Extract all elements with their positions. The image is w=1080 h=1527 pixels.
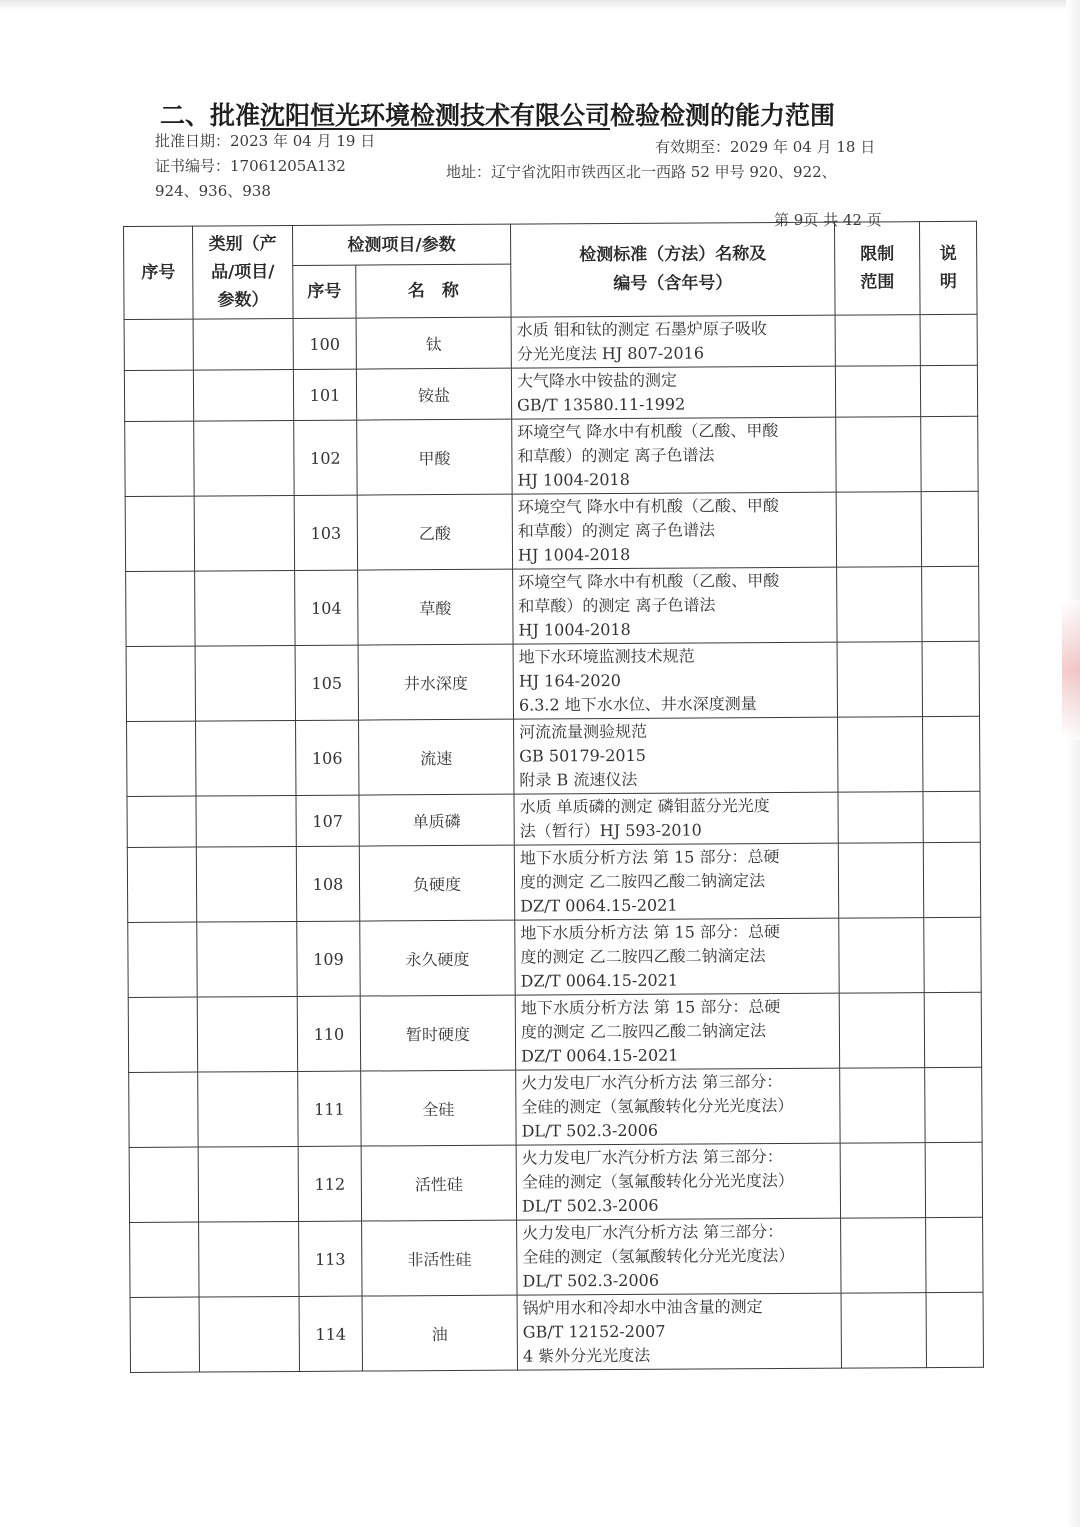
standard-line: DZ/T 0064.15-2021 (520, 895, 678, 916)
table-row (127, 791, 980, 847)
standard-line: 和草酸）的测定 离子色谱法 (518, 595, 716, 616)
table-row (126, 641, 979, 721)
seal-stamp-fragment (1062, 600, 1080, 740)
title-prefix: 二、批准 (160, 101, 261, 130)
item-number: 109 (297, 921, 360, 996)
category-cell (196, 795, 296, 847)
standard-line: HJ 1004-2018 (517, 469, 630, 490)
item-number: 105 (295, 645, 358, 720)
category-cell (197, 996, 297, 1072)
note-cell (926, 1292, 983, 1367)
category-cell (193, 369, 293, 421)
standard-line: 火力发电厂水汽分析方法 第三部分： (521, 1071, 783, 1093)
table-row (126, 566, 979, 646)
category-seq-cell (126, 646, 195, 721)
note-cell (921, 416, 978, 491)
limit-cell (838, 843, 923, 919)
category-cell (198, 1146, 298, 1222)
category-seq-cell (126, 571, 195, 646)
standard-cell (517, 1293, 841, 1370)
header-category-line: 参数） (217, 290, 269, 311)
item-number: 114 (299, 1296, 362, 1371)
item-name: 甲酸 (357, 419, 512, 495)
note-cell (923, 791, 980, 842)
limit-cell (836, 417, 921, 493)
category-cell (195, 645, 295, 721)
header-note-line: 明 (939, 271, 957, 293)
limit-cell (841, 1293, 926, 1369)
standard-cell (511, 366, 835, 419)
standard-line: DZ/T 0064.15-2021 (521, 1045, 679, 1066)
category-cell (197, 921, 297, 997)
standard-line: 和草酸）的测定 离子色谱法 (517, 520, 716, 541)
limit-cell (841, 1218, 926, 1294)
header-limit (834, 222, 920, 316)
standard-line: 水质 钼和钛的测定 石墨炉原子吸收 (516, 319, 767, 340)
standard-cell (512, 417, 836, 494)
limit-cell (835, 366, 920, 418)
address-continued: 924、936、938 (155, 182, 271, 200)
item-number: 107 (296, 795, 359, 846)
note-cell (924, 992, 981, 1067)
category-cell (199, 1296, 299, 1372)
standard-cell (514, 792, 838, 845)
standard-line: DL/T 502.3-2006 (522, 1270, 660, 1291)
category-cell (199, 1221, 299, 1297)
category-seq-cell (125, 421, 194, 496)
standard-line: HJ 1004-2018 (517, 544, 631, 565)
item-name: 井水深度 (358, 644, 513, 720)
category-cell (194, 495, 294, 571)
standard-cell (514, 843, 838, 920)
category-seq-cell (128, 922, 197, 997)
header-category (193, 225, 294, 319)
table-row (125, 416, 978, 496)
header-item-group: 检测项目/参数 (292, 224, 510, 266)
header-standard (510, 222, 835, 317)
standard-line: 火力发电厂水汽分析方法 第三部分： (522, 1221, 784, 1243)
valid-until: 有效期至：2029 年 04 月 18 日 (655, 138, 876, 156)
standard-line: 地下水质分析方法 第 15 部分：总硬 (519, 847, 780, 868)
standard-line: HJ 164-2020 (518, 670, 621, 691)
category-seq-cell (129, 1147, 198, 1222)
address: 地址：辽宁省沈阳市铁西区北一西路 52 甲号 920、922、 (446, 163, 837, 181)
note-cell (920, 365, 977, 416)
note-cell (923, 842, 980, 917)
item-number: 111 (298, 1071, 361, 1146)
category-cell (198, 1071, 298, 1147)
standard-line: 环境空气 降水中有机酸（乙酸、甲酸 (517, 495, 779, 517)
limit-cell (837, 642, 922, 718)
note-cell (921, 491, 978, 566)
header-limit-line: 范围 (860, 272, 895, 293)
item-number: 113 (299, 1221, 362, 1296)
standard-line: 地下水质分析方法 第 15 部分：总硬 (520, 922, 781, 943)
page-title (160, 96, 920, 132)
category-cell (196, 720, 296, 796)
item-name: 负硬度 (359, 845, 514, 921)
table-row (129, 1067, 982, 1147)
category-cell (193, 318, 293, 370)
standard-line: 地下水质分析方法 第 15 部分：总硬 (520, 996, 781, 1018)
certificate-number: 证书编号：17061205A132 (155, 157, 346, 175)
item-name: 乙酸 (357, 494, 512, 570)
item-number: 106 (296, 720, 359, 795)
standard-line: 分光光度法 HJ 807-2016 (516, 343, 705, 364)
header-note-line: 说 (939, 243, 957, 265)
table-row (128, 917, 981, 997)
note-cell (925, 1142, 982, 1217)
header-standard-line: 编号（含年号） (613, 273, 733, 295)
standard-line: 锅炉用水和冷却水中油含量的测定 (522, 1297, 763, 1318)
standard-cell (511, 315, 835, 368)
note-cell (925, 1067, 982, 1142)
limit-cell (838, 717, 923, 793)
standard-cell (516, 1068, 840, 1145)
note-cell (920, 314, 977, 365)
scan-top-edge (0, 0, 1080, 10)
standard-line: 和草酸）的测定 离子色谱法 (517, 445, 715, 466)
standard-line: 4 紫外分光光度法 (522, 1345, 651, 1366)
capability-scope-table (123, 221, 984, 1373)
note-cell (923, 716, 980, 791)
standard-cell (512, 492, 836, 569)
header-category-line: 品/项目/ (211, 262, 275, 283)
standard-cell (517, 1218, 841, 1295)
standard-line: 河流流量测验规范 (519, 721, 648, 742)
item-number: 101 (293, 369, 356, 420)
item-number: 100 (293, 318, 356, 369)
standard-line: GB/T 13580.11-1992 (517, 394, 686, 415)
item-name: 单质磷 (359, 794, 514, 846)
note-cell (924, 917, 981, 992)
standard-cell (515, 918, 839, 995)
scan-right-edge (1066, 0, 1080, 1527)
table-body (124, 314, 983, 1372)
category-seq-cell (130, 1297, 199, 1372)
item-name: 钛 (356, 317, 511, 369)
standard-line: DL/T 502.3-2006 (521, 1120, 659, 1141)
category-seq-cell (129, 1072, 198, 1147)
limit-cell (835, 315, 920, 367)
standard-line: 火力发电厂水汽分析方法 第三部分： (521, 1146, 783, 1168)
table-row (130, 1292, 983, 1372)
standard-line: 大气降水中铵盐的测定 (516, 370, 678, 391)
category-seq-cell (128, 997, 197, 1072)
category-seq-cell (124, 370, 193, 421)
header-seq: 序号 (124, 226, 194, 319)
standard-line: 6.3.2 地下水水位、井水深度测量 (518, 694, 757, 715)
header-item-seq: 序号 (293, 266, 356, 319)
item-number: 103 (294, 495, 357, 570)
standard-cell (513, 642, 837, 719)
table-row (127, 842, 980, 922)
standard-line: 度的测定 乙二胺四乙酸二钠滴定法 (520, 946, 766, 967)
table-header (124, 221, 978, 319)
limit-cell (836, 492, 921, 568)
standard-line: 附录 B 流速仪法 (519, 769, 638, 790)
category-seq-cell (124, 319, 193, 370)
organization-name: 沈阳恒光环境检测技术有限公司 (260, 101, 611, 130)
limit-cell (838, 792, 923, 844)
item-number: 104 (295, 570, 358, 645)
standard-line: DZ/T 0064.15-2021 (520, 970, 679, 991)
limit-cell (839, 918, 924, 994)
standard-cell (515, 993, 839, 1070)
item-number: 102 (294, 420, 357, 495)
standard-line: GB/T 12152-2007 (522, 1321, 666, 1342)
standard-line: 地下水环境监测技术规范 (518, 646, 695, 667)
category-seq-cell (127, 847, 196, 922)
item-number: 112 (298, 1146, 361, 1221)
standard-line: 全硅的测定（氢氟酸转化分光光度法） (522, 1245, 795, 1267)
table-row (129, 1142, 982, 1222)
category-seq-cell (127, 796, 196, 847)
standard-line: 度的测定 乙二胺四乙酸二钠滴定法 (519, 871, 766, 892)
standard-cell (513, 567, 837, 644)
category-cell (194, 420, 294, 496)
category-cell (196, 846, 296, 922)
header-category-line: 类别（产 (208, 234, 277, 255)
standard-line: 法（暂行）HJ 593-2010 (519, 820, 702, 841)
item-name: 永久硬度 (360, 920, 515, 996)
standard-line: 度的测定 乙二胺四乙酸二钠滴定法 (520, 1021, 767, 1042)
note-cell (922, 641, 979, 716)
header-standard-line: 检测标准（方法）名称及 (579, 244, 767, 266)
item-number: 108 (296, 846, 359, 921)
header-note (919, 221, 977, 314)
limit-cell (839, 993, 924, 1069)
category-cell (195, 570, 295, 646)
table-row (128, 992, 981, 1072)
category-seq-cell (130, 1222, 199, 1297)
limit-cell (837, 567, 922, 643)
standard-line: 环境空气 降水中有机酸（乙酸、甲酸 (517, 421, 779, 442)
item-name: 草酸 (358, 569, 513, 645)
standard-cell (514, 717, 838, 794)
page-number: 第 9页 共 42 页 (774, 211, 882, 229)
category-seq-cell (125, 496, 194, 571)
standard-line: 环境空气 降水中有机酸（乙酸、甲酸 (518, 570, 780, 592)
table-row (124, 365, 977, 421)
approval-date: 批准日期：2023 年 04 月 19 日 (155, 132, 376, 150)
standard-line: 水质 单质磷的测定 磷钼蓝分光光度 (519, 796, 770, 817)
item-name: 流速 (359, 719, 514, 795)
standard-line: 全硅的测定（氢氟酸转化分光光度法） (521, 1095, 794, 1117)
item-name: 活性硅 (361, 1145, 516, 1221)
item-name: 油 (362, 1295, 517, 1371)
item-name: 非活性硅 (362, 1220, 517, 1296)
item-name: 铵盐 (356, 368, 511, 420)
header-item-name: 名 称 (356, 265, 511, 319)
table-row (125, 491, 978, 571)
standard-line: HJ 1004-2018 (518, 619, 631, 640)
standard-cell (516, 1143, 840, 1220)
table-row (127, 716, 980, 796)
limit-cell (840, 1143, 925, 1219)
title-suffix: 检验检测的能力范围 (610, 101, 836, 130)
standard-line: 全硅的测定（氢氟酸转化分光光度法） (521, 1170, 794, 1192)
table-row (130, 1217, 983, 1297)
item-number: 110 (297, 996, 360, 1071)
item-name: 全硅 (361, 1070, 516, 1146)
standard-line: GB 50179-2015 (519, 745, 646, 766)
limit-cell (840, 1068, 925, 1144)
standard-line: DL/T 502.3-2006 (521, 1195, 659, 1216)
item-name: 暂时硬度 (360, 995, 515, 1071)
category-seq-cell (127, 721, 196, 796)
header-limit-line: 限制 (860, 244, 895, 265)
note-cell (926, 1217, 983, 1292)
note-cell (922, 566, 979, 641)
table-row (124, 314, 977, 370)
